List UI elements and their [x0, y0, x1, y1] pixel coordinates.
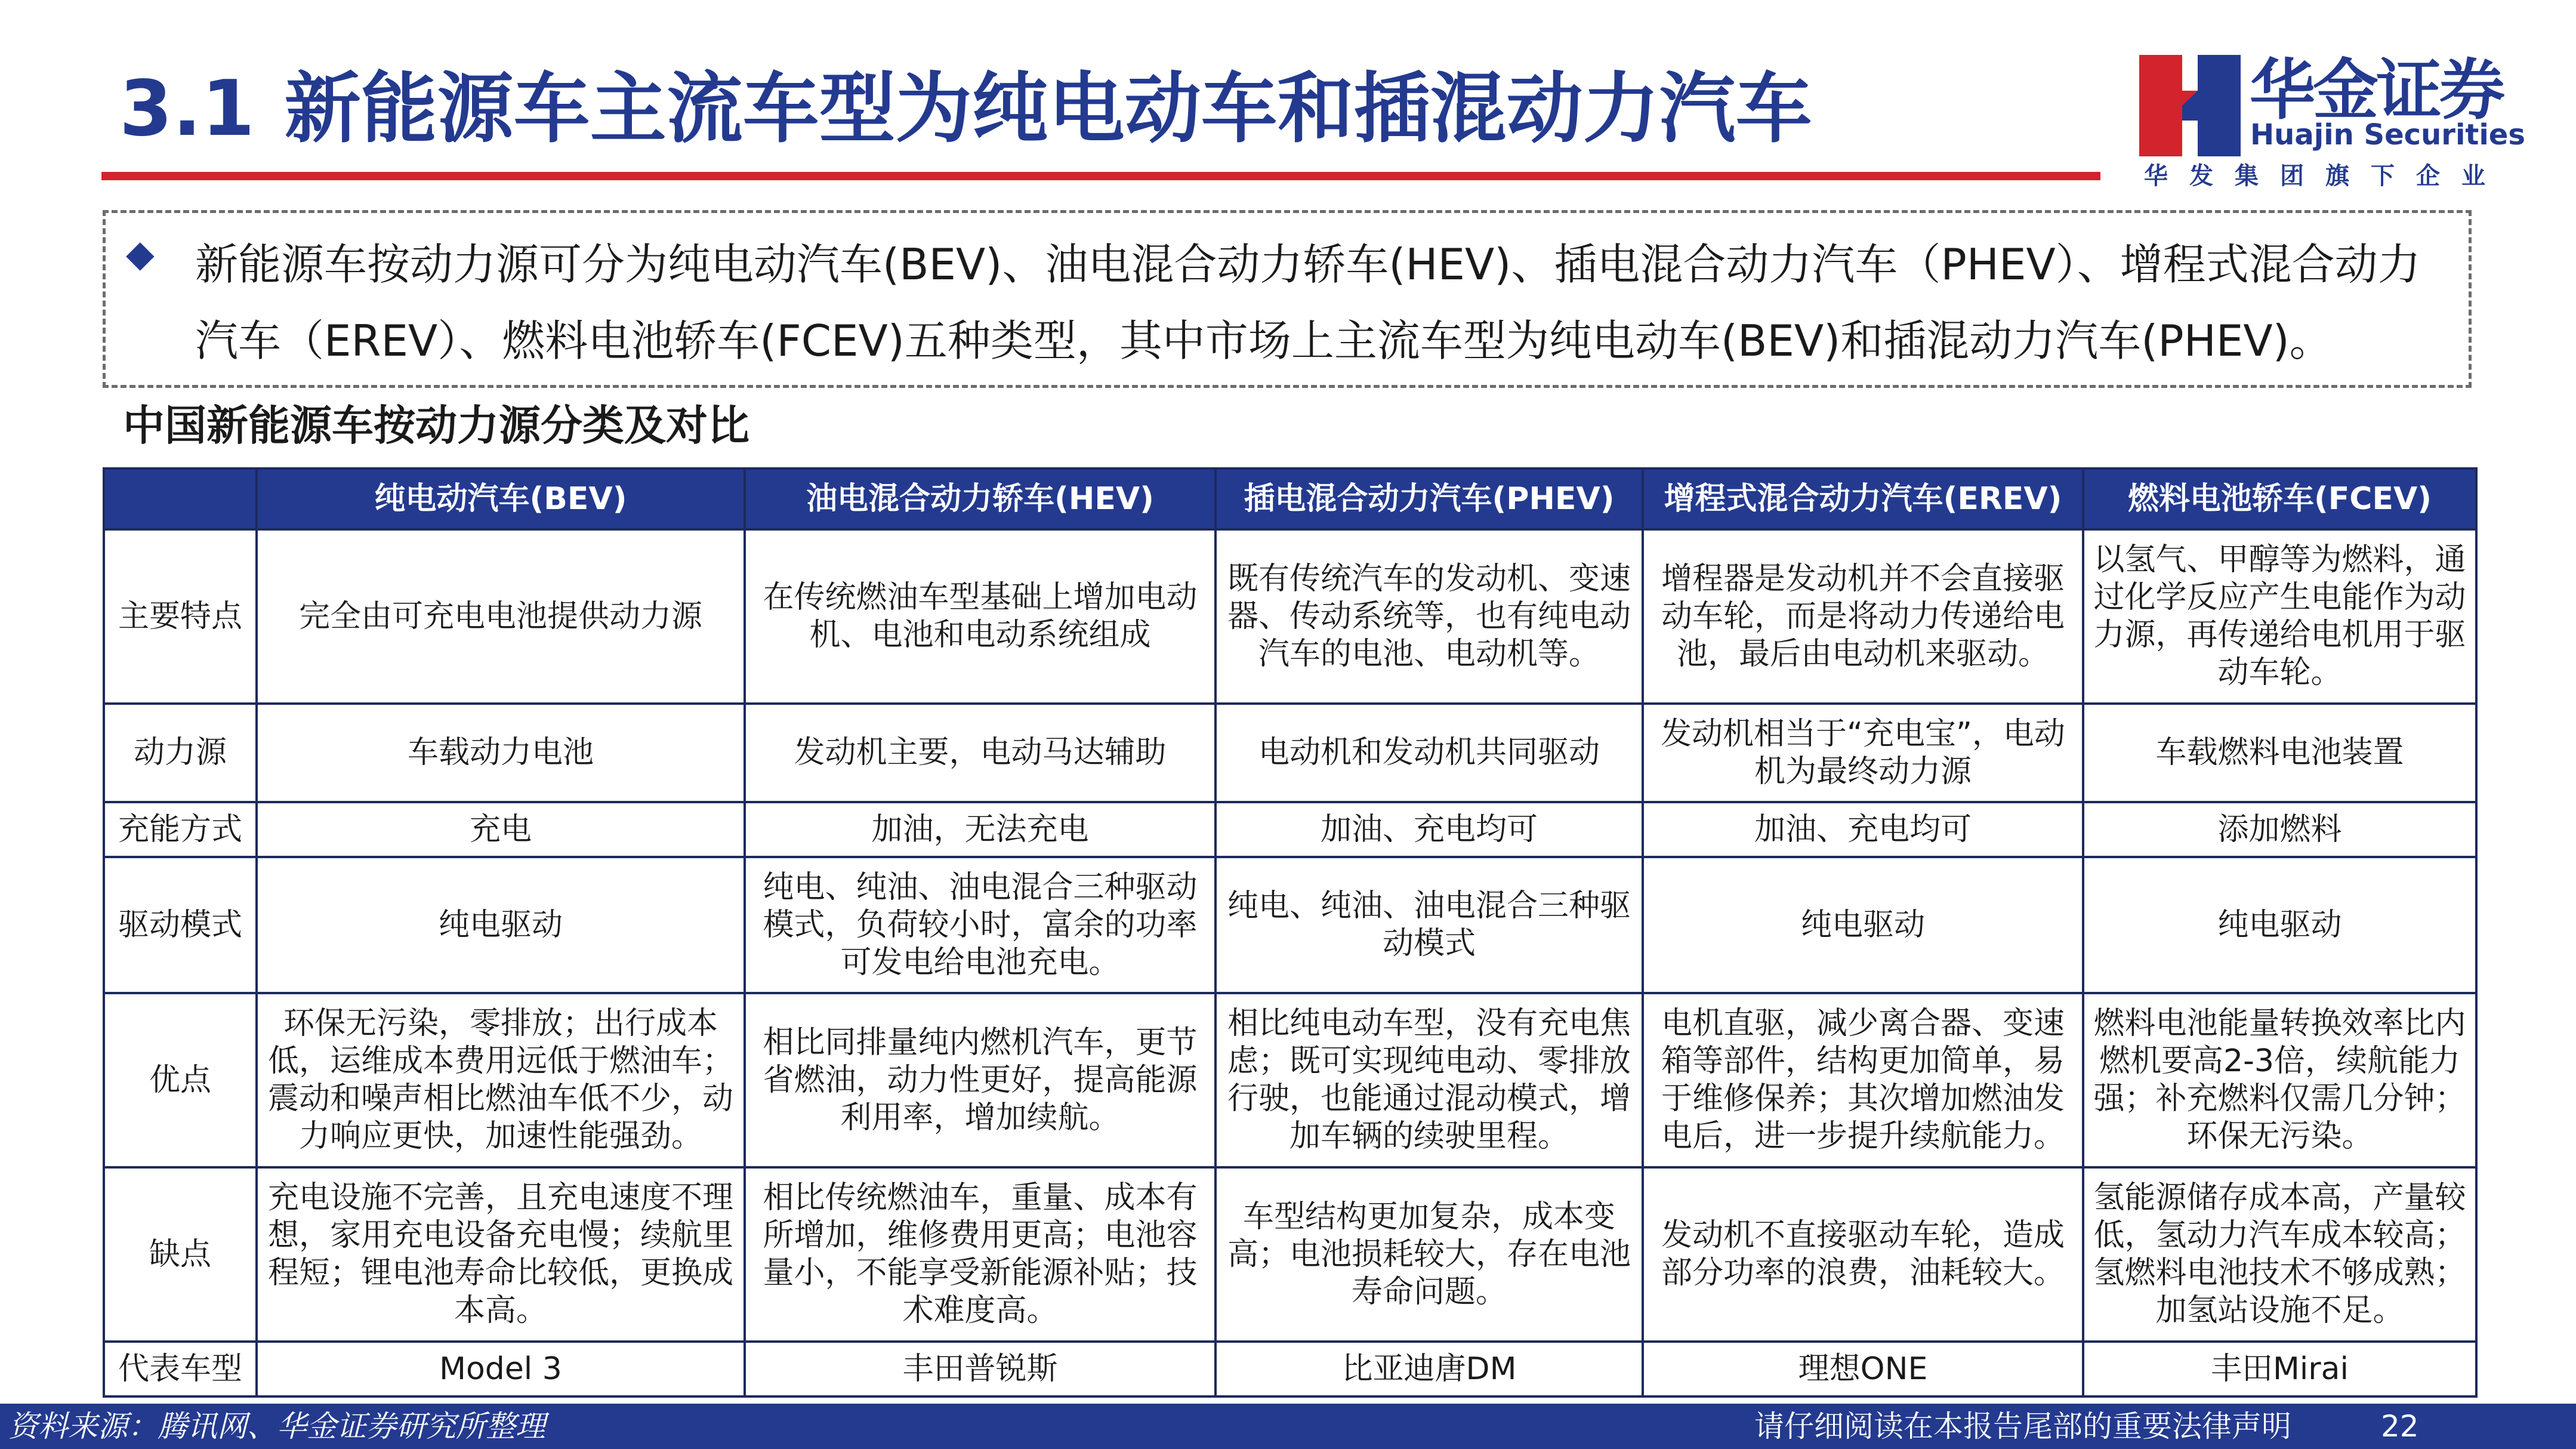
- table-cell: 氢能源储存成本高，产量较低，氢动力汽车成本较高；氢燃料电池技术不够成熟；加氢站设施不足。: [2083, 1167, 2476, 1342]
- table-cell: 车型结构更加复杂，成本变高；电池损耗较大，存在电池寿命问题。: [1215, 1167, 1643, 1342]
- summary-text: 新能源车按动力源可分为纯电动汽车(BEV)、油电混合动力轿车(HEV)、插电混合动力汽车（PHEV）、增程式混合动力汽车（EREV）、燃料电池轿车(FCEV)五种类型，其中市场上主流车型为纯电动车(BEV)和插混动力汽车(PHEV)。: [195, 239, 2421, 366]
- table-cell: 理想ONE: [1643, 1342, 2083, 1396]
- row-header: 优点: [104, 993, 257, 1167]
- section-number: 3.1: [119, 64, 255, 153]
- table-cell: 车载动力电池: [257, 704, 745, 802]
- table-cell: 纯电、纯油、油电混合三种驱动模式: [1215, 857, 1643, 993]
- row-header: 主要特点: [104, 529, 257, 704]
- table-row: [104, 857, 2476, 993]
- table-cell: 丰田Mirai: [2083, 1342, 2476, 1396]
- table-cell: 纯电、纯油、油电混合三种驱动模式，负荷较小时，富余的功率可发电给电池充电。: [745, 857, 1215, 993]
- table-cell: Model 3: [257, 1342, 745, 1396]
- table-cell: 发动机不直接驱动车轮，造成部分功率的浪费，油耗较大。: [1643, 1167, 2083, 1342]
- column-header-bev: 纯电动汽车(BEV): [257, 468, 745, 529]
- summary-box: [103, 210, 2472, 388]
- column-header-erev: 增程式混合动力汽车(EREV): [1643, 468, 2083, 529]
- table-cell: 充电设施不完善，且充电速度不理想，家用充电设备充电慢；续航里程短；锂电池寿命比较低，更换成本高。: [257, 1167, 745, 1342]
- table-row: [104, 704, 2476, 802]
- table-row: [104, 1167, 2476, 1342]
- diamond-icon: ◆: [126, 232, 155, 275]
- table-cell: 在传统燃油车型基础上增加电动机、电池和电动系统组成: [745, 529, 1215, 704]
- table-title: 中国新能源车按动力源分类及对比: [123, 401, 749, 450]
- table-cell: 丰田普锐斯: [745, 1342, 1215, 1396]
- logo-tagline: 华发集团旗下企业: [2144, 162, 2507, 190]
- table-cell: 相比同排量纯内燃机汽车，更节省燃油，动力性更好，提高能源利用率，增加续航。: [745, 993, 1215, 1167]
- page-title-text: 新能源车主流车型为纯电动车和插混动力汽车: [284, 64, 1812, 153]
- table-cell: 完全由可充电电池提供动力源: [257, 529, 745, 704]
- table-cell: 电动机和发动机共同驱动: [1215, 704, 1643, 802]
- table-cell: 以氢气、甲醇等为燃料，通过化学反应产生电能作为动力源，再传递给电机用于驱动车轮。: [2083, 529, 2476, 704]
- row-header: 充能方式: [104, 802, 257, 857]
- page-title: [119, 53, 2029, 166]
- row-header: 驱动模式: [104, 857, 257, 993]
- page-number: 22: [2381, 1409, 2419, 1444]
- table-cell: 电机直驱，减少离合器、变速箱等部件，结构更加简单，易于维修保养；其次增加燃油发电后，进一步提升续航能力。: [1643, 993, 2083, 1167]
- row-header: 动力源: [104, 704, 257, 802]
- title-divider: [101, 172, 2100, 180]
- table-cell: 加油、充电均可: [1215, 802, 1643, 857]
- row-header: 缺点: [104, 1167, 257, 1342]
- row-header: 代表车型: [104, 1342, 257, 1396]
- table-cell: 发动机相当于“充电宝”，电动机为最终动力源: [1643, 704, 2083, 802]
- table-cell: 纯电驱动: [2083, 857, 2476, 993]
- huajin-logo-icon: [2139, 55, 2241, 156]
- table-cell: 添加燃料: [2083, 802, 2476, 857]
- table-cell: 增程器是发动机并不会直接驱动车轮，而是将动力传递给电池，最后由电动机来驱动。: [1643, 529, 2083, 704]
- table-row: [104, 993, 2476, 1167]
- table-cell: 加油，无法充电: [745, 802, 1215, 857]
- table-cell: 车载燃料电池装置: [2083, 704, 2476, 802]
- table-cell: 发动机主要，电动马达辅助: [745, 704, 1215, 802]
- table-row: [104, 802, 2476, 857]
- logo-name-cn: 华金证券: [2250, 52, 2503, 128]
- table-cell: 加油、充电均可: [1643, 802, 2083, 857]
- table-cell: 环保无污染，零排放；出行成本低，运维成本费用远低于燃油车；震动和噪声相比燃油车低不少，动力响应更快，加速性能强劲。: [257, 993, 745, 1167]
- table-row: [104, 1342, 2476, 1396]
- table-row: [104, 529, 2476, 704]
- table-cell: 比亚迪唐DM: [1215, 1342, 1643, 1396]
- table-cell: 相比传统燃油车，重量、成本有所增加，维修费用更高；电池容量小，不能享受新能源补贴；技术难度高。: [745, 1167, 1215, 1342]
- table-cell: 既有传统汽车的发动机、变速器、传动系统等，也有纯电动汽车的电池、电动机等。: [1215, 529, 1643, 704]
- column-header-corner: [104, 468, 257, 529]
- table-cell: 相比纯电动车型，没有充电焦虑；既可实现纯电动、零排放行驶，也能通过混动模式，增加车辆的续驶里程。: [1215, 993, 1643, 1167]
- footer-source: 资料来源：腾讯网、华金证券研究所整理: [8, 1409, 545, 1444]
- brand-logo: [2139, 52, 2557, 192]
- table-cell: 燃料电池能量转换效率比内燃机要高2-3倍，续航能力强；补充燃料仅需几分钟；环保无污染。: [2083, 993, 2476, 1167]
- comparison-table: [103, 467, 2478, 1398]
- table-cell: 充电: [257, 802, 745, 857]
- column-header-fcev: 燃料电池轿车(FCEV): [2083, 468, 2476, 529]
- table-header-row: [104, 468, 2476, 529]
- table-cell: 纯电驱动: [257, 857, 745, 993]
- logo-name-en: Huajin Securities: [2250, 118, 2525, 152]
- table-cell: 纯电驱动: [1643, 857, 2083, 993]
- column-header-phev: 插电混合动力汽车(PHEV): [1215, 468, 1643, 529]
- footer-disclaimer: 请仔细阅读在本报告尾部的重要法律声明: [1754, 1409, 2291, 1444]
- column-header-hev: 油电混合动力轿车(HEV): [745, 468, 1215, 529]
